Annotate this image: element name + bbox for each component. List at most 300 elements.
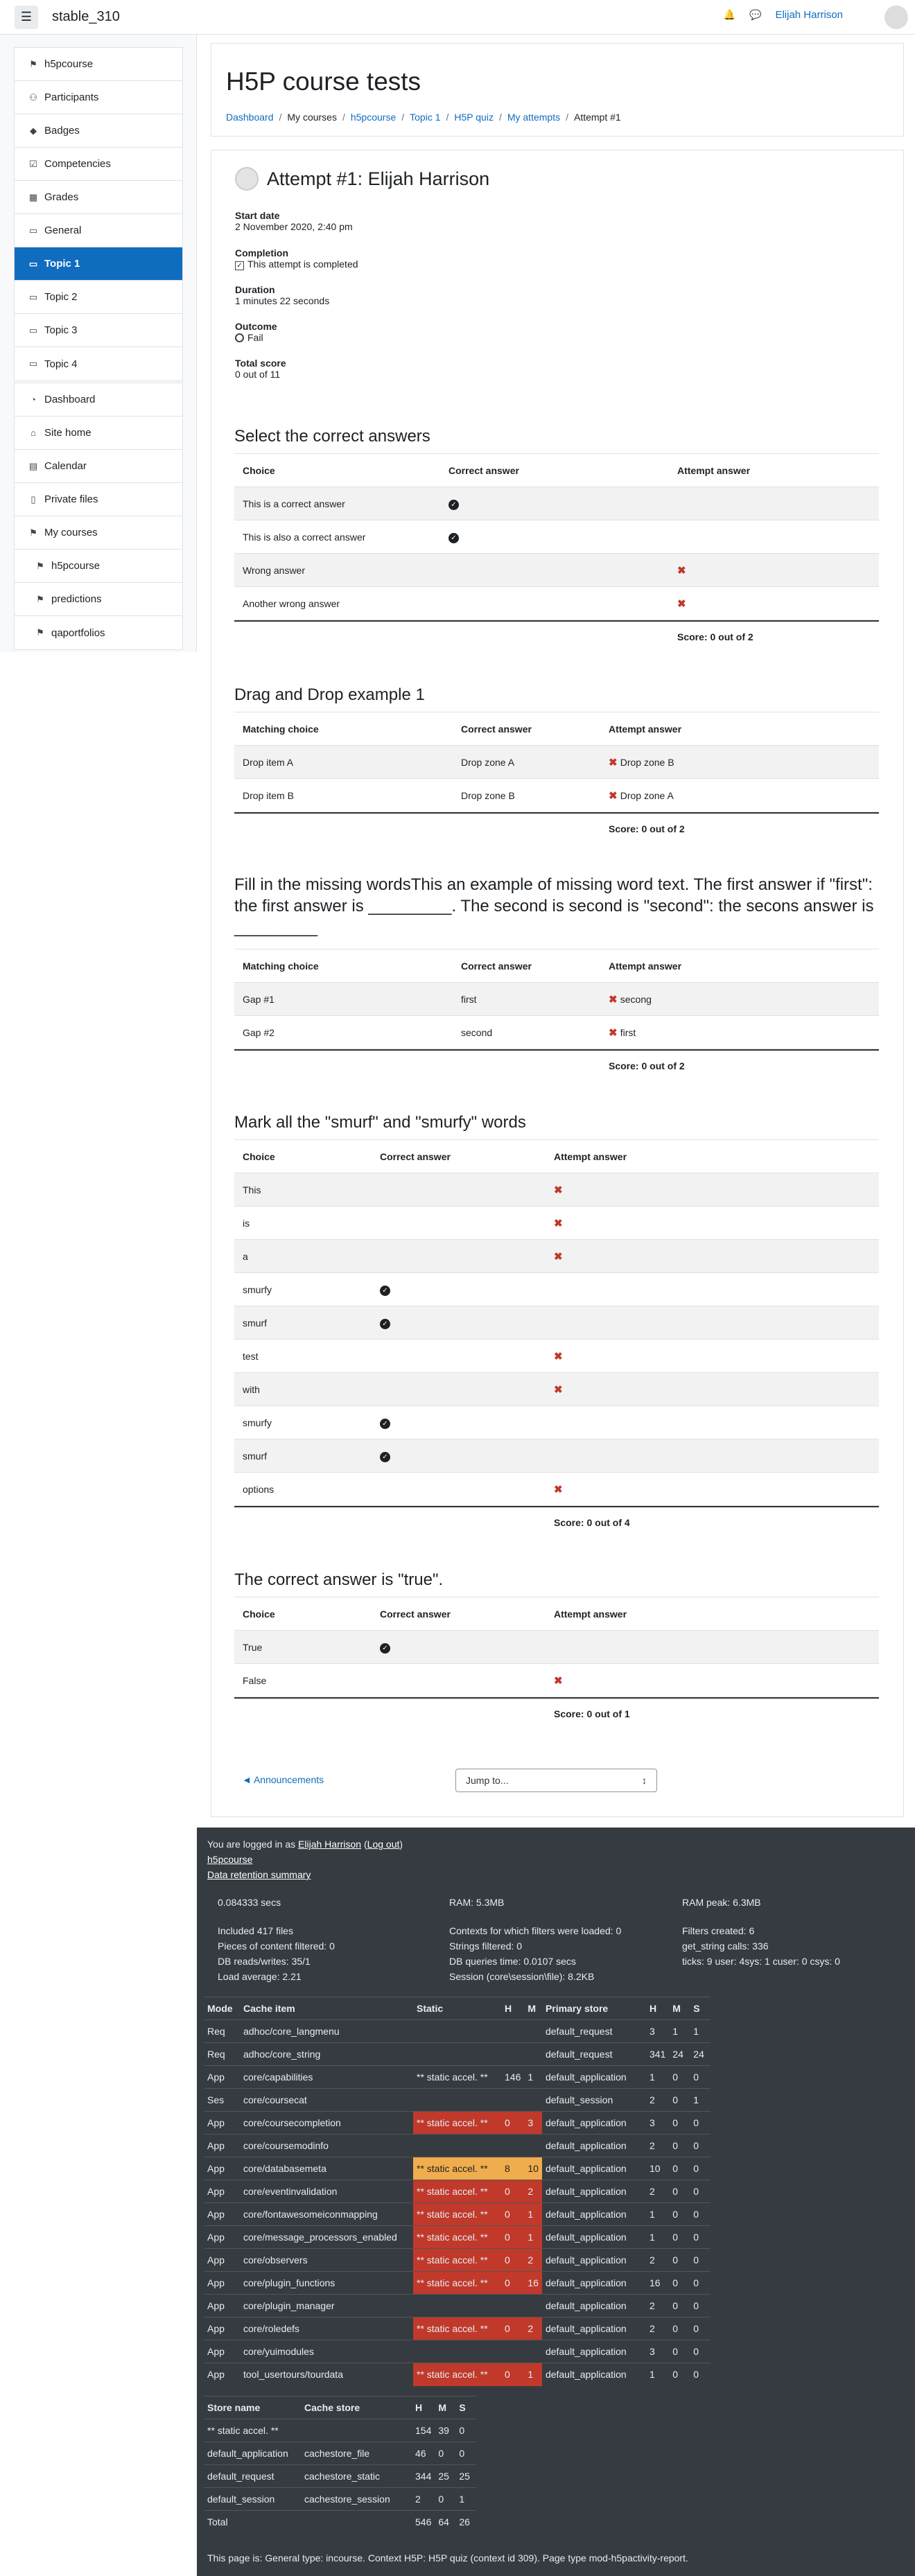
cache-cell: 3 <box>524 2112 542 2135</box>
cache-cell <box>524 2089 542 2112</box>
duration: Duration 1 minutes 22 seconds <box>235 284 330 306</box>
store-cell: 0 <box>455 2442 476 2465</box>
cache-cell: 0 <box>669 2317 690 2340</box>
cache-cell: 0 <box>669 2272 690 2295</box>
nav-item-label: predictions <box>51 593 102 605</box>
store-table <box>204 2396 476 2534</box>
correct-cell: first <box>461 993 477 1005</box>
score-text: Score: 0 out of 2 <box>609 823 685 834</box>
cache-cell: 0 <box>690 2363 711 2386</box>
cache-cell: 0 <box>690 2157 711 2180</box>
users-icon: ⚇ <box>29 91 37 103</box>
choice-cell: is <box>243 1217 250 1229</box>
user-menu-name[interactable]: Elijah Harrison <box>775 9 843 21</box>
table-header-row <box>234 949 879 983</box>
cache-cell: 1 <box>646 2226 669 2249</box>
nav-item-grades[interactable] <box>15 181 182 214</box>
breadcrumb-item: My courses <box>287 112 337 123</box>
cache-cell: default_session <box>542 2089 646 2112</box>
cache-cell: App <box>204 2180 240 2203</box>
cache-cell <box>413 2020 501 2043</box>
store-cell: 39 <box>435 2419 455 2442</box>
cache-row <box>204 2249 711 2272</box>
cache-cell: 0 <box>501 2272 524 2295</box>
folder-icon: ▭ <box>28 324 38 335</box>
question-title: Select the correct answers <box>234 427 430 446</box>
cache-cell: 0 <box>690 2272 711 2295</box>
shield-icon: ◆ <box>30 125 37 136</box>
store-cell: default_session <box>204 2488 301 2511</box>
cache-cell: default_application <box>542 2249 646 2272</box>
choice-cell: Another wrong answer <box>243 597 340 609</box>
table-row <box>234 1173 879 1207</box>
cache-cell: default_application <box>542 2203 646 2226</box>
cross-icon: ✖ <box>677 564 686 577</box>
table-row <box>234 1406 879 1439</box>
nav-item-label: Participants <box>44 91 99 103</box>
cache-cell: 16 <box>646 2272 669 2295</box>
nav-item-h5pcourse[interactable] <box>15 48 182 81</box>
cache-cell: 0 <box>501 2180 524 2203</box>
chevron-updown-icon: ↕ <box>642 1775 647 1786</box>
column-header: Choice <box>243 464 275 476</box>
cache-cell: 0 <box>690 2226 711 2249</box>
cache-cell: 1 <box>646 2203 669 2226</box>
cache-cell: ** static accel. ** <box>413 2363 501 2386</box>
breadcrumb-item[interactable]: Dashboard <box>226 112 274 123</box>
cache-cell <box>501 2135 524 2157</box>
cache-row <box>204 2135 711 2157</box>
cache-cell: default_application <box>542 2157 646 2180</box>
choice-cell: Gap #2 <box>243 1026 274 1038</box>
column-header: Matching choice <box>243 960 319 972</box>
store-cell: default_application <box>204 2442 301 2465</box>
cache-cell: 0 <box>690 2317 711 2340</box>
choice-cell: with <box>243 1383 260 1395</box>
nav-item-private-files[interactable] <box>15 483 182 516</box>
nav-item-label: Topic 4 <box>44 358 78 370</box>
store-cell: 25 <box>455 2465 476 2488</box>
cache-table <box>204 1997 711 2386</box>
nav-item-label: Grades <box>44 191 79 203</box>
cache-cell: App <box>204 2295 240 2317</box>
store-cell: 25 <box>435 2465 455 2488</box>
graduation-cap-icon: ⚑ <box>36 593 44 604</box>
column-header: Correct answer <box>448 464 519 476</box>
avatar <box>235 167 259 191</box>
perf-dbrw: DB reads/writes: 35/1 <box>218 1956 311 1967</box>
calendar-icon: ▤ <box>28 460 38 471</box>
breadcrumb-item[interactable]: My attempts <box>507 112 561 123</box>
cache-row <box>204 2020 711 2043</box>
cache-row <box>204 2066 711 2089</box>
score-row <box>234 812 879 844</box>
message-icon[interactable]: 💬 <box>749 9 762 20</box>
store-cell: cachestore_session <box>301 2488 412 2511</box>
choice-cell: This is also a correct answer <box>243 531 366 543</box>
page-info: This page is: General type: incourse. Context H5P: H5P quiz (context id 309). Page type mod-h5pactivity-report. <box>207 2552 688 2564</box>
nav-item-topic-1[interactable] <box>15 247 182 281</box>
column-header: Cache item <box>240 1997 413 2020</box>
outcome: Outcome Fail <box>235 321 277 343</box>
cross-icon: ✖ <box>554 1350 563 1363</box>
main-region <box>211 150 904 1817</box>
file-icon: ▯ <box>31 493 36 505</box>
score-row <box>234 1506 879 1538</box>
column-header: M <box>669 1997 690 2020</box>
cache-cell: 0 <box>669 2089 690 2112</box>
store-cell: 344 <box>412 2465 435 2488</box>
cache-cell: 0 <box>669 2180 690 2203</box>
cache-cell: 0 <box>669 2226 690 2249</box>
choice-cell: This is a correct answer <box>243 498 345 509</box>
correct-cell <box>440 498 669 510</box>
cache-cell: Req <box>204 2020 240 2043</box>
radio-icon <box>235 333 244 342</box>
page-footer <box>197 1828 915 2576</box>
attempt-cell <box>546 1383 879 1396</box>
nav-item-label: h5pcourse <box>51 560 101 572</box>
column-header: Correct answer <box>380 1150 451 1162</box>
store-row <box>204 2488 476 2511</box>
nav-item-label: My courses <box>44 527 98 538</box>
attempt-cell <box>546 1674 879 1687</box>
user-link[interactable]: Elijah Harrison <box>298 1839 362 1850</box>
cache-cell: core/coursemodinfo <box>240 2135 413 2157</box>
perf-secs: 0.084333 secs <box>218 1897 281 1908</box>
cache-cell <box>501 2295 524 2317</box>
question-title: Mark all the "smurf" and "smurfy" words <box>234 1113 526 1132</box>
attempt-value: Drop zone A <box>620 789 674 801</box>
site-name[interactable]: stable_310 <box>52 9 120 24</box>
cache-cell: App <box>204 2157 240 2180</box>
cache-cell: 0 <box>690 2203 711 2226</box>
completion: Completion ✓ This attempt is completed <box>235 247 358 270</box>
check-circle-icon: ✓ <box>448 533 459 543</box>
choice-cell: Drop item A <box>243 756 294 768</box>
nav-item-dashboard[interactable] <box>15 383 182 417</box>
cache-cell: 3 <box>646 2112 669 2135</box>
cache-cell: 0 <box>669 2203 690 2226</box>
perf-included: Included 417 files <box>218 1925 293 1936</box>
nav-item-label: Topic 1 <box>44 258 80 270</box>
nav-item-topic-4[interactable] <box>15 347 182 380</box>
nav-item-qaportfolios[interactable] <box>15 616 182 649</box>
nav-item-general[interactable] <box>15 214 182 247</box>
question-table <box>234 712 879 844</box>
breadcrumb-item: Attempt #1 <box>573 112 621 123</box>
choice-cell: a <box>243 1250 248 1262</box>
column-header: Store name <box>204 2397 301 2419</box>
cache-cell <box>501 2043 524 2066</box>
column-header: S <box>690 1997 711 2020</box>
nav-item-topic-3[interactable] <box>15 314 182 347</box>
choice-cell: Wrong answer <box>243 564 306 576</box>
login-info: You are logged in as Elijah Harrison (Log out) <box>207 1839 403 1850</box>
cache-cell: core/yuimodules <box>240 2340 413 2363</box>
hamburger-icon: ☰ <box>20 10 33 24</box>
graduation-cap-icon: ⚑ <box>36 627 44 638</box>
course-link[interactable]: h5pcourse <box>207 1854 253 1865</box>
table-icon: ▦ <box>28 191 38 202</box>
store-cell <box>301 2511 412 2534</box>
cross-icon: ✖ <box>554 1483 563 1496</box>
store-cell: ** static accel. ** <box>204 2419 301 2442</box>
cross-icon: ✖ <box>554 1383 563 1396</box>
cross-icon: ✖ <box>609 993 620 1006</box>
store-row <box>204 2419 476 2442</box>
cache-cell: default_application <box>542 2340 646 2363</box>
page-title: H5P course tests <box>226 67 421 96</box>
nav-item-my-courses[interactable] <box>15 516 182 550</box>
nav-item-label: Site home <box>44 427 92 439</box>
cache-row <box>204 2203 711 2226</box>
cache-cell: default_request <box>542 2020 646 2043</box>
nav-item-participants[interactable] <box>15 81 182 114</box>
bell-icon[interactable]: 🔔 <box>723 9 736 20</box>
cache-cell: ** static accel. ** <box>413 2317 501 2340</box>
check-circle-icon: ✓ <box>380 1319 390 1329</box>
table-row <box>234 1207 879 1240</box>
checkbox-icon: ✓ <box>235 261 244 270</box>
table-row <box>234 983 879 1016</box>
table-row <box>234 1631 879 1664</box>
cache-cell: ** static accel. ** <box>413 2249 501 2272</box>
jump-to-select[interactable]: Jump to... ↕ <box>455 1769 657 1792</box>
logout-link[interactable]: Log out <box>367 1839 400 1850</box>
score-text: Score: 0 out of 1 <box>554 1708 630 1719</box>
score-text: Score: 0 out of 2 <box>609 1060 685 1071</box>
question-title: Drag and Drop example 1 <box>234 685 425 704</box>
store-cell: 0 <box>435 2488 455 2511</box>
cache-cell: 0 <box>669 2157 690 2180</box>
cache-row <box>204 2272 711 2295</box>
nav-item-label: Topic 3 <box>44 324 78 336</box>
cache-cell <box>501 2340 524 2363</box>
attempt-cell <box>546 1184 879 1196</box>
cache-cell: ** static accel. ** <box>413 2180 501 2203</box>
cache-cell: App <box>204 2272 240 2295</box>
table-row <box>234 1340 879 1373</box>
cache-cell: ** static accel. ** <box>413 2272 501 2295</box>
start-date: Start date 2 November 2020, 2:40 pm <box>235 210 353 232</box>
cache-row <box>204 2340 711 2363</box>
cache-cell <box>524 2340 542 2363</box>
cache-cell: 0 <box>690 2340 711 2363</box>
table-header-row <box>234 712 879 746</box>
cache-cell: core/coursecompletion <box>240 2112 413 2135</box>
nav-item-competencies[interactable] <box>15 148 182 181</box>
cache-cell: default_request <box>542 2043 646 2066</box>
column-header: Attempt answer <box>677 464 751 476</box>
cache-cell: 0 <box>669 2249 690 2272</box>
nav-item-site-home[interactable] <box>15 417 182 450</box>
cache-cell: 146 <box>501 2066 524 2089</box>
cache-cell: 3 <box>646 2340 669 2363</box>
cache-cell: App <box>204 2363 240 2386</box>
cache-cell: 1 <box>524 2363 542 2386</box>
graduation-cap-icon: ⚑ <box>29 58 37 69</box>
question-table <box>234 949 879 1081</box>
perf-pieces: Pieces of content filtered: 0 <box>218 1940 335 1952</box>
cache-cell: 1 <box>524 2066 542 2089</box>
cache-cell: core/fontawesomeiconmapping <box>240 2203 413 2226</box>
cache-cell <box>524 2135 542 2157</box>
course-nav <box>14 47 183 381</box>
cache-cell <box>524 2295 542 2317</box>
column-header: M <box>435 2397 455 2419</box>
attempt-cell <box>600 789 879 802</box>
breadcrumb-item[interactable]: h5pcourse <box>350 112 397 123</box>
table-row <box>234 779 879 812</box>
cache-cell: ** static accel. ** <box>413 2203 501 2226</box>
cache-cell: 0 <box>690 2066 711 2089</box>
cache-cell: core/capabilities <box>240 2066 413 2089</box>
cache-cell: core/roledefs <box>240 2317 413 2340</box>
column-header: Cache store <box>301 2397 412 2419</box>
breadcrumb-item[interactable]: H5P quiz <box>454 112 494 123</box>
attempt-cell <box>669 564 879 577</box>
avatar[interactable] <box>885 6 908 29</box>
score-row <box>234 620 879 652</box>
cache-cell: 2 <box>524 2249 542 2272</box>
table-row <box>234 1306 879 1340</box>
cache-cell: 10 <box>524 2157 542 2180</box>
nav-item-label: Topic 2 <box>44 291 78 303</box>
attempt-cell <box>546 1250 879 1263</box>
choice-cell: smurfy <box>243 1417 272 1428</box>
cache-row <box>204 2295 711 2317</box>
drawer-toggle-button[interactable] <box>15 6 38 29</box>
perf-getstring: get_string calls: 336 <box>682 1940 769 1952</box>
breadcrumb <box>226 112 621 123</box>
cache-cell: 2 <box>524 2317 542 2340</box>
perf-ram-peak: RAM peak: 6.3MB <box>682 1897 761 1908</box>
column-header: Attempt answer <box>609 960 682 972</box>
cache-cell: 0 <box>501 2203 524 2226</box>
cross-icon: ✖ <box>609 789 620 802</box>
cache-cell <box>501 2089 524 2112</box>
nav-drawer <box>0 35 197 652</box>
nav-item-calendar[interactable] <box>15 450 182 483</box>
store-header-row <box>204 2397 476 2419</box>
attempt-value: first <box>620 1026 636 1038</box>
cache-cell: 1 <box>646 2066 669 2089</box>
cache-cell: App <box>204 2203 240 2226</box>
breadcrumb-item[interactable]: Topic 1 <box>410 112 441 123</box>
store-cell: 0 <box>435 2442 455 2465</box>
store-row <box>204 2465 476 2488</box>
column-header: Matching choice <box>243 723 319 735</box>
breadcrumb-separator: / <box>342 112 345 123</box>
column-header: Mode <box>204 1997 240 2020</box>
dashboard-icon: ◔ <box>31 394 36 405</box>
check-circle-icon: ✓ <box>448 500 459 510</box>
cache-cell: default_application <box>542 2272 646 2295</box>
cache-header-row <box>204 1997 711 2020</box>
data-retention-link[interactable]: Data retention summary <box>207 1869 311 1880</box>
nav-item-label: Competencies <box>44 158 111 170</box>
breadcrumb-separator: / <box>401 112 405 123</box>
breadcrumb-separator: / <box>279 112 282 123</box>
column-header: Attempt answer <box>554 1608 627 1620</box>
cache-cell: core/message_processors_enabled <box>240 2226 413 2249</box>
cache-cell <box>413 2340 501 2363</box>
folder-icon: ▭ <box>28 225 38 236</box>
store-cell: 64 <box>435 2511 455 2534</box>
score-text: Score: 0 out of 4 <box>554 1517 630 1528</box>
cache-row <box>204 2089 711 2112</box>
cache-cell: 0 <box>501 2226 524 2249</box>
nav-item-h5pcourse[interactable] <box>15 550 182 583</box>
choice-cell: smurf <box>243 1317 267 1329</box>
correct-cell <box>372 1641 546 1654</box>
cache-cell: 0 <box>669 2135 690 2157</box>
cache-cell: App <box>204 2226 240 2249</box>
correct-cell <box>372 1417 546 1429</box>
cross-icon: ✖ <box>554 1184 563 1196</box>
nav-item-predictions[interactable] <box>15 583 182 616</box>
attempt-cell <box>600 1026 879 1039</box>
cache-cell: 2 <box>646 2135 669 2157</box>
home-icon: ⌂ <box>31 428 36 438</box>
cache-cell: 2 <box>646 2295 669 2317</box>
column-header: H <box>501 1997 524 2020</box>
cache-cell <box>413 2043 501 2066</box>
prev-activity-link[interactable]: ◄ Announcements <box>242 1774 324 1785</box>
table-row <box>234 587 879 620</box>
cache-cell: 0 <box>669 2066 690 2089</box>
store-cell: 0 <box>455 2419 476 2442</box>
table-row <box>234 1240 879 1273</box>
correct-cell: Drop zone A <box>461 756 515 768</box>
cache-cell: default_application <box>542 2066 646 2089</box>
nav-item-badges[interactable] <box>15 114 182 148</box>
perf-strings: Strings filtered: 0 <box>449 1940 523 1952</box>
cache-cell: default_application <box>542 2317 646 2340</box>
cache-cell <box>524 2043 542 2066</box>
correct-cell <box>440 531 669 543</box>
cache-cell: ** static accel. ** <box>413 2157 501 2180</box>
attempt-value: secong <box>620 993 652 1005</box>
store-cell: cachestore_static <box>301 2465 412 2488</box>
cache-cell: 1 <box>690 2020 711 2043</box>
store-row <box>204 2511 476 2534</box>
nav-item-topic-2[interactable] <box>15 281 182 314</box>
store-row <box>204 2442 476 2465</box>
attempt-cell <box>546 1217 879 1229</box>
cache-cell: core/plugin_manager <box>240 2295 413 2317</box>
correct-cell: Drop zone B <box>461 789 515 801</box>
perf-dbq: DB queries time: 0.0107 secs <box>449 1956 576 1967</box>
correct-cell <box>372 1450 546 1462</box>
choice-cell: smurfy <box>243 1283 272 1295</box>
table-row <box>234 487 879 520</box>
cache-cell: core/plugin_functions <box>240 2272 413 2295</box>
choice-cell: smurf <box>243 1450 267 1462</box>
column-header: Primary store <box>542 1997 646 2020</box>
column-header: Attempt answer <box>609 723 682 735</box>
cache-cell: 10 <box>646 2157 669 2180</box>
cache-row <box>204 2317 711 2340</box>
correct-cell: second <box>461 1026 493 1038</box>
store-cell: Total <box>204 2511 301 2534</box>
cache-cell: 1 <box>669 2020 690 2043</box>
table-row <box>234 1473 879 1506</box>
cache-cell: tool_usertours/tourdata <box>240 2363 413 2386</box>
perf-ram: RAM: 5.3MB <box>449 1897 505 1908</box>
cache-cell: ** static accel. ** <box>413 2066 501 2089</box>
